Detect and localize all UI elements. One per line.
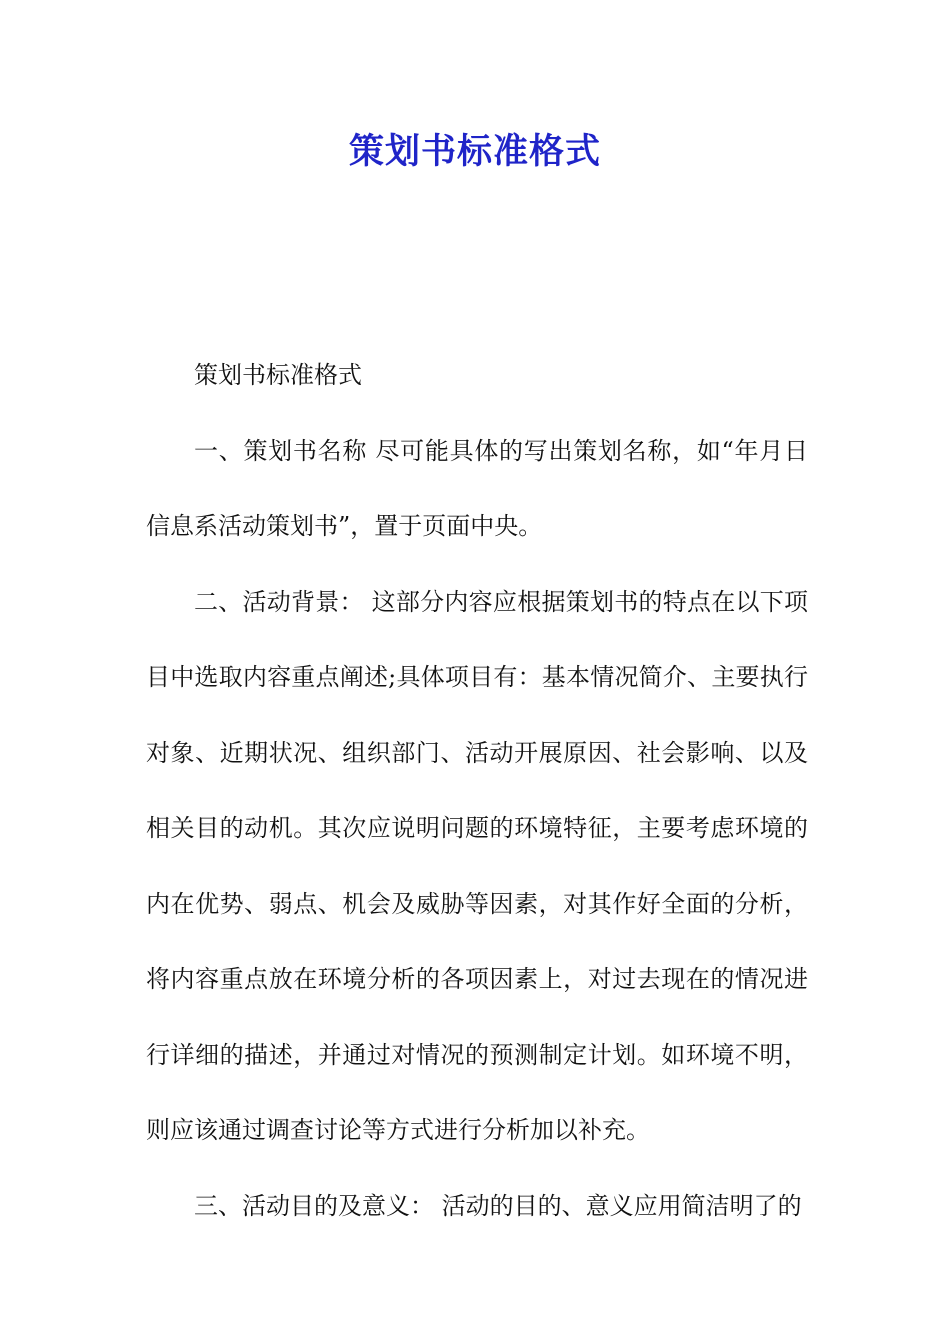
- document-title: 策划书标准格式: [348, 132, 601, 172]
- paragraph-section-1: 一、策划书名称 尽可能具体的写出策划名称，如“年月日信息系活动策划书”，置于页面中央。: [146, 436, 808, 540]
- paragraph-heading: 策划书标准格式: [194, 361, 362, 389]
- paragraph-section-3: 三、活动目的及意义： 活动的目的、意义应用简洁明了的: [194, 1191, 802, 1220]
- paragraph-section-2: 二、活动背景： 这部分内容应根据策划书的特点在以下项目中选取内容重点阐述;具体项目有：基本情况简介、主要执行对象、近期状况、组织部门、活动开展原因、社会影响、以及相关目的动机。其次应说明问题的环境特征，主要考虑环境的内在优势、弱点、机会及威胁等因素，对其作好全面的分析，将内容重点放在环境分析的各项因素上，对过去现在的情况进行详细的描述，并通过对情况的预测制定计划。如环境不明，则应该通过调查讨论等方式进行分析加以补充。: [146, 587, 808, 1144]
- document-body: [146, 338, 808, 1244]
